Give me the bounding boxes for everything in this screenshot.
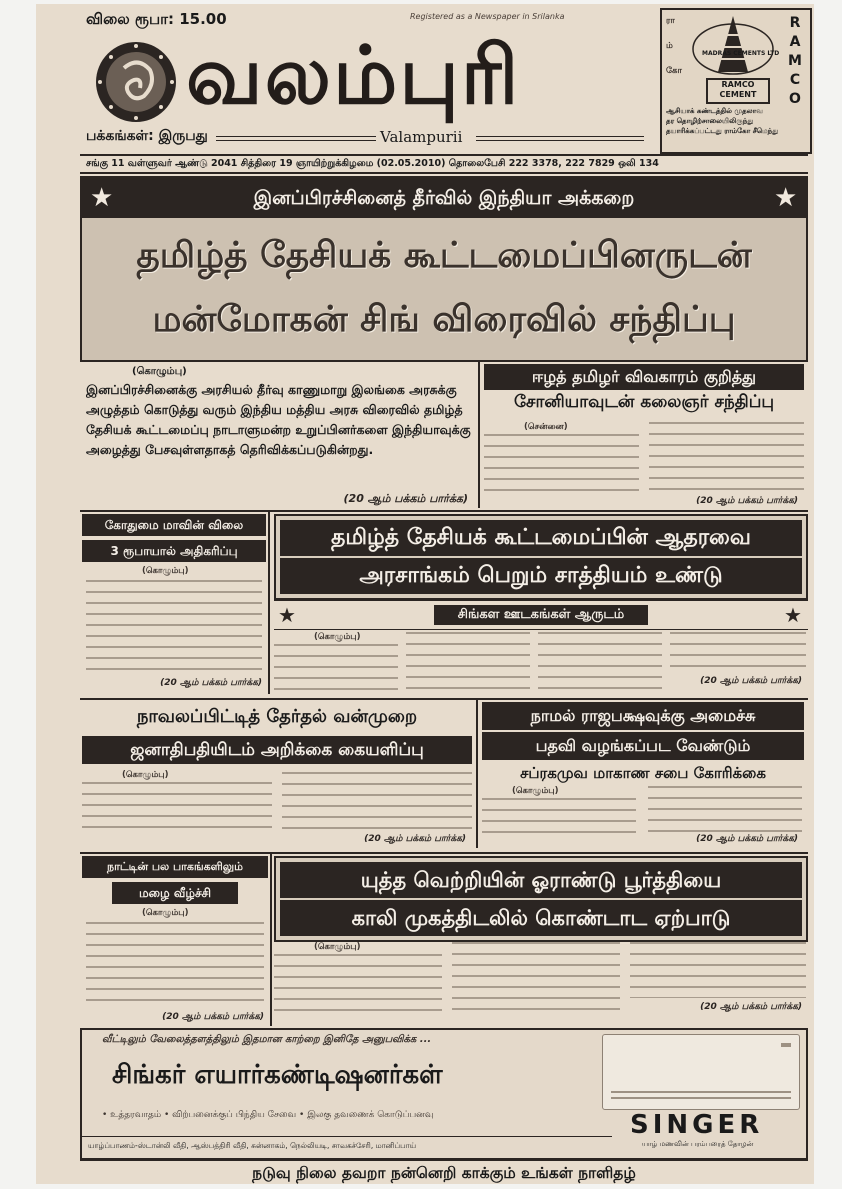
- lead-kicker-bar: [82, 178, 806, 218]
- namal-headline-2: பதவி வழங்கப்பட வேண்டும்: [482, 732, 804, 760]
- pages-label: பக்கங்கள்: இருபது: [86, 128, 208, 144]
- support-kicker-bar: [274, 600, 808, 630]
- singer-addresses: யாழ்ப்பாணம்-ஸ்டான்லி வீதி, ஆஸ்பத்திரி வீதி, சுன்னாகம், நெல்லியடி, சாவகச்சேரி, மானிப்பாய்: [82, 1136, 612, 1151]
- issue-dateline: சங்கு 11 வள்ளுவர் ஆண்டு 2041 சித்திரை 19 ஞாயிற்றுக்கிழமை (02.05.2010) தொலைபேசி 222 3378, 222 7829 ஒலி 134: [86, 158, 659, 169]
- singer-tagline: வீட்டிலும் வேலைத்தளத்திலும் இதமான காற்றை இனிதே அனுபவிக்க ...: [102, 1034, 432, 1045]
- star-icon: ★: [278, 603, 296, 627]
- star-icon: ★: [784, 603, 802, 627]
- sonia-text-col-1: [484, 434, 639, 494]
- lead-article-body: இனப்பிரச்சினைக்கு அரசியல் தீர்வு காணுமாறு இலங்கை அரசுக்கு அழுத்தம் கொடுத்து வரும் இந்திய மத்திய அரசு விரைவில் தமிழ்த் தேசியக் கூட்டமைப்பு நாடாளுமன்ற உறுப்பினர்களை இந்தியாவுக்கு அழைத்து பேசவுள்ளதாகத் தெரிவிக்கப்படுகின்றது.: [86, 382, 471, 457]
- conch-logo-icon: [94, 40, 178, 124]
- nawala-see-more[interactable]: (20 ஆம் பக்கம் பார்க்க): [364, 834, 466, 844]
- lead-headline-line1: தமிழ்த் தேசியக் கூட்டமைப்பினருடன்: [136, 235, 752, 276]
- singer-headline: சிங்கர் எயார்கண்டிஷனர்கள்: [112, 1060, 443, 1090]
- rain-see-more[interactable]: (20 ஆம் பக்கம் பார்க்க): [162, 1012, 264, 1022]
- victory-headline-1: யுத்த வெற்றியின் ஓராண்டு பூர்த்தியை: [280, 862, 802, 898]
- victory-see-more[interactable]: (20 ஆம் பக்கம் பார்க்க): [700, 1002, 802, 1012]
- victory-article: (கொழும்பு) (20 ஆம் பக்கம் பார்க்க): [274, 942, 808, 1026]
- support-headline-2: அரசாங்கம் பெறும் சாத்தியம் உண்டு: [280, 558, 802, 594]
- victory-headline-box: [274, 856, 808, 942]
- support-see-more[interactable]: (20 ஆம் பக்கம் பார்க்க): [700, 676, 802, 686]
- lead-see-more[interactable]: (20 ஆம் பக்கம் பார்க்க): [343, 492, 468, 505]
- lead-kicker: இனப்பிரச்சினைத் தீர்வில் இந்தியா அக்கறை: [253, 187, 635, 209]
- ramco-vertical: R A M C O: [788, 15, 802, 107]
- lead-headline-box: [80, 176, 808, 362]
- sonia-headline-1: ஈழத் தமிழர் விவகாரம் குறித்து: [484, 364, 804, 390]
- singer-brand: SINGER: [630, 1110, 764, 1140]
- nawala-headline-1: நாவலப்பிட்டித் தேர்தல் வன்முறை: [136, 706, 418, 727]
- ramco-tagline: ஆசியாக் கண்டத்தில் முதலாவ தர தொழிற்சாலையிலிருந்து தயாரிக்கப்பட்டது ராம்கோ சீமெந்து: [666, 107, 779, 135]
- wheat-see-more[interactable]: (20 ஆம் பக்கம் பார்க்க): [160, 678, 262, 688]
- masthead-subtitle: Valampurii: [380, 128, 463, 146]
- support-headline-1: தமிழ்த் தேசியக் கூட்டமைப்பின் ஆதரவை: [280, 520, 802, 556]
- temple-icon: [690, 14, 776, 76]
- price-label: விலை ரூபா: 15.00: [86, 10, 227, 28]
- namal-headline-3: சப்ரகமுவ மாகாண சபை கோரிக்கை: [520, 764, 766, 782]
- sonia-article: ஈழத் தமிழர் விவகாரம் குறித்து சோனியாவுடன் கலைஞர் சந்திப்பு (சென்னை) (20 ஆம் பக்கம் பார்க்க): [484, 364, 804, 510]
- ramco-cement-ad[interactable]: ரா ம் கோ MADRAS CEMENTS LTD RAMCO CEMENT R A M C O ஆசியாக் கண்டத்தில் முதலாவ தர தொழிற்சாலையிலிருந்து தயாரிக்கப்பட்டது ராம்கோ சீமெந்து: [660, 8, 812, 154]
- namal-see-more[interactable]: (20 ஆம் பக்கம் பார்க்க): [696, 834, 798, 844]
- lead-headline-line2: மன்மோகன் சிங் விரைவில் சந்திப்பு: [152, 299, 736, 340]
- namal-headline-1: நாமல் ராஜபக்ஷவுக்கு அமைச்சு: [482, 702, 804, 730]
- ad-left-chars: ரா ம் கோ: [666, 16, 682, 76]
- support-article: (கொழும்பு) (20 ஆம் பக்கம் பார்க்க): [274, 632, 808, 694]
- masthead-title: வலம்புரி: [186, 29, 521, 122]
- singer-features: • உத்தரவாதம் • விற்பனைக்குப் பிந்திய சேவை • இலகு தவணைக் கொடுப்பனவு: [102, 1110, 434, 1120]
- lead-article: (கொழும்பு) இனப்பிரச்சினைக்கு அரசியல் தீர்வு காணுமாறு இலங்கை அரசுக்கு அழுத்தம் கொடுத்து வரும் இந்திய மத்திய அரசு விரைவில் தமிழ்த் தேசியக் கூட்டமைப்பு நாடாளுமன்ற உறுப்பினர்களை இந்தியாவுக்கு அழைத்து பேசவுள்ளதாகத் தெரிவிக்கப்படுகின்றது. (20 ஆம் பக்கம் பார்க்க): [86, 366, 474, 506]
- footer-motto-bar: [80, 1160, 808, 1185]
- namal-article: நாமல் ராஜபக்ஷவுக்கு அமைச்சு பதவி வழங்கப்பட வேண்டும் சப்ரகமுவ மாகாண சபை கோரிக்கை (கொழும்பு) (20 ஆம் பக்கம் பார்க்க): [482, 702, 804, 848]
- singer-ad[interactable]: [80, 1028, 808, 1160]
- air-conditioner-icon: [602, 1034, 800, 1110]
- victory-headline-2: காலி முகத்திடலில் கொண்டாட ஏற்பாடு: [280, 900, 802, 936]
- footer-motto: நடுவு நிலை தவறா நன்னெறி காக்கும் உங்கள் நாளிதழ்: [252, 1164, 636, 1182]
- sonia-text-col-2: [649, 422, 804, 494]
- registration-note: Registered as a Newspaper in Srilanka: [410, 12, 565, 21]
- ramco-brand-box: RAMCO CEMENT: [706, 78, 770, 104]
- star-icon: ★: [90, 183, 114, 213]
- sonia-headline-2: சோனியாவுடன் கலைஞர் சந்திப்பு: [513, 392, 775, 412]
- star-icon: ★: [774, 183, 798, 213]
- nawala-article: நாவலப்பிட்டித் தேர்தல் வன்முறை ஜனாதிபதியிடம் அறிக்கை கையளிப்பு (கொழும்பு) (20 ஆம் பக்கம் பார்க்க): [82, 702, 472, 848]
- rain-article: நாட்டின் பல பாகங்களிலும் மழை வீழ்ச்சி (கொழும்பு) (20 ஆம் பக்கம் பார்க்க): [82, 856, 268, 1026]
- singer-brand-sub: யாழ் மணவின் பரம்பரைத் தோழன்: [642, 1140, 754, 1148]
- newspaper-page: [36, 4, 814, 1184]
- support-headline-box: [274, 514, 808, 600]
- support-kicker: சிங்கள ஊடகங்கள் ஆருடம்: [434, 605, 648, 625]
- wheat-article: கோதுமை மாவின் விலை 3 ரூபாயால் அதிகரிப்பு (கொழும்பு) (20 ஆம் பக்கம் பார்க்க): [82, 514, 266, 694]
- nawala-headline-2: ஜனாதிபதியிடம் அறிக்கை கையளிப்பு: [82, 736, 472, 764]
- sonia-see-more[interactable]: (20 ஆம் பக்கம் பார்க்க): [696, 496, 798, 506]
